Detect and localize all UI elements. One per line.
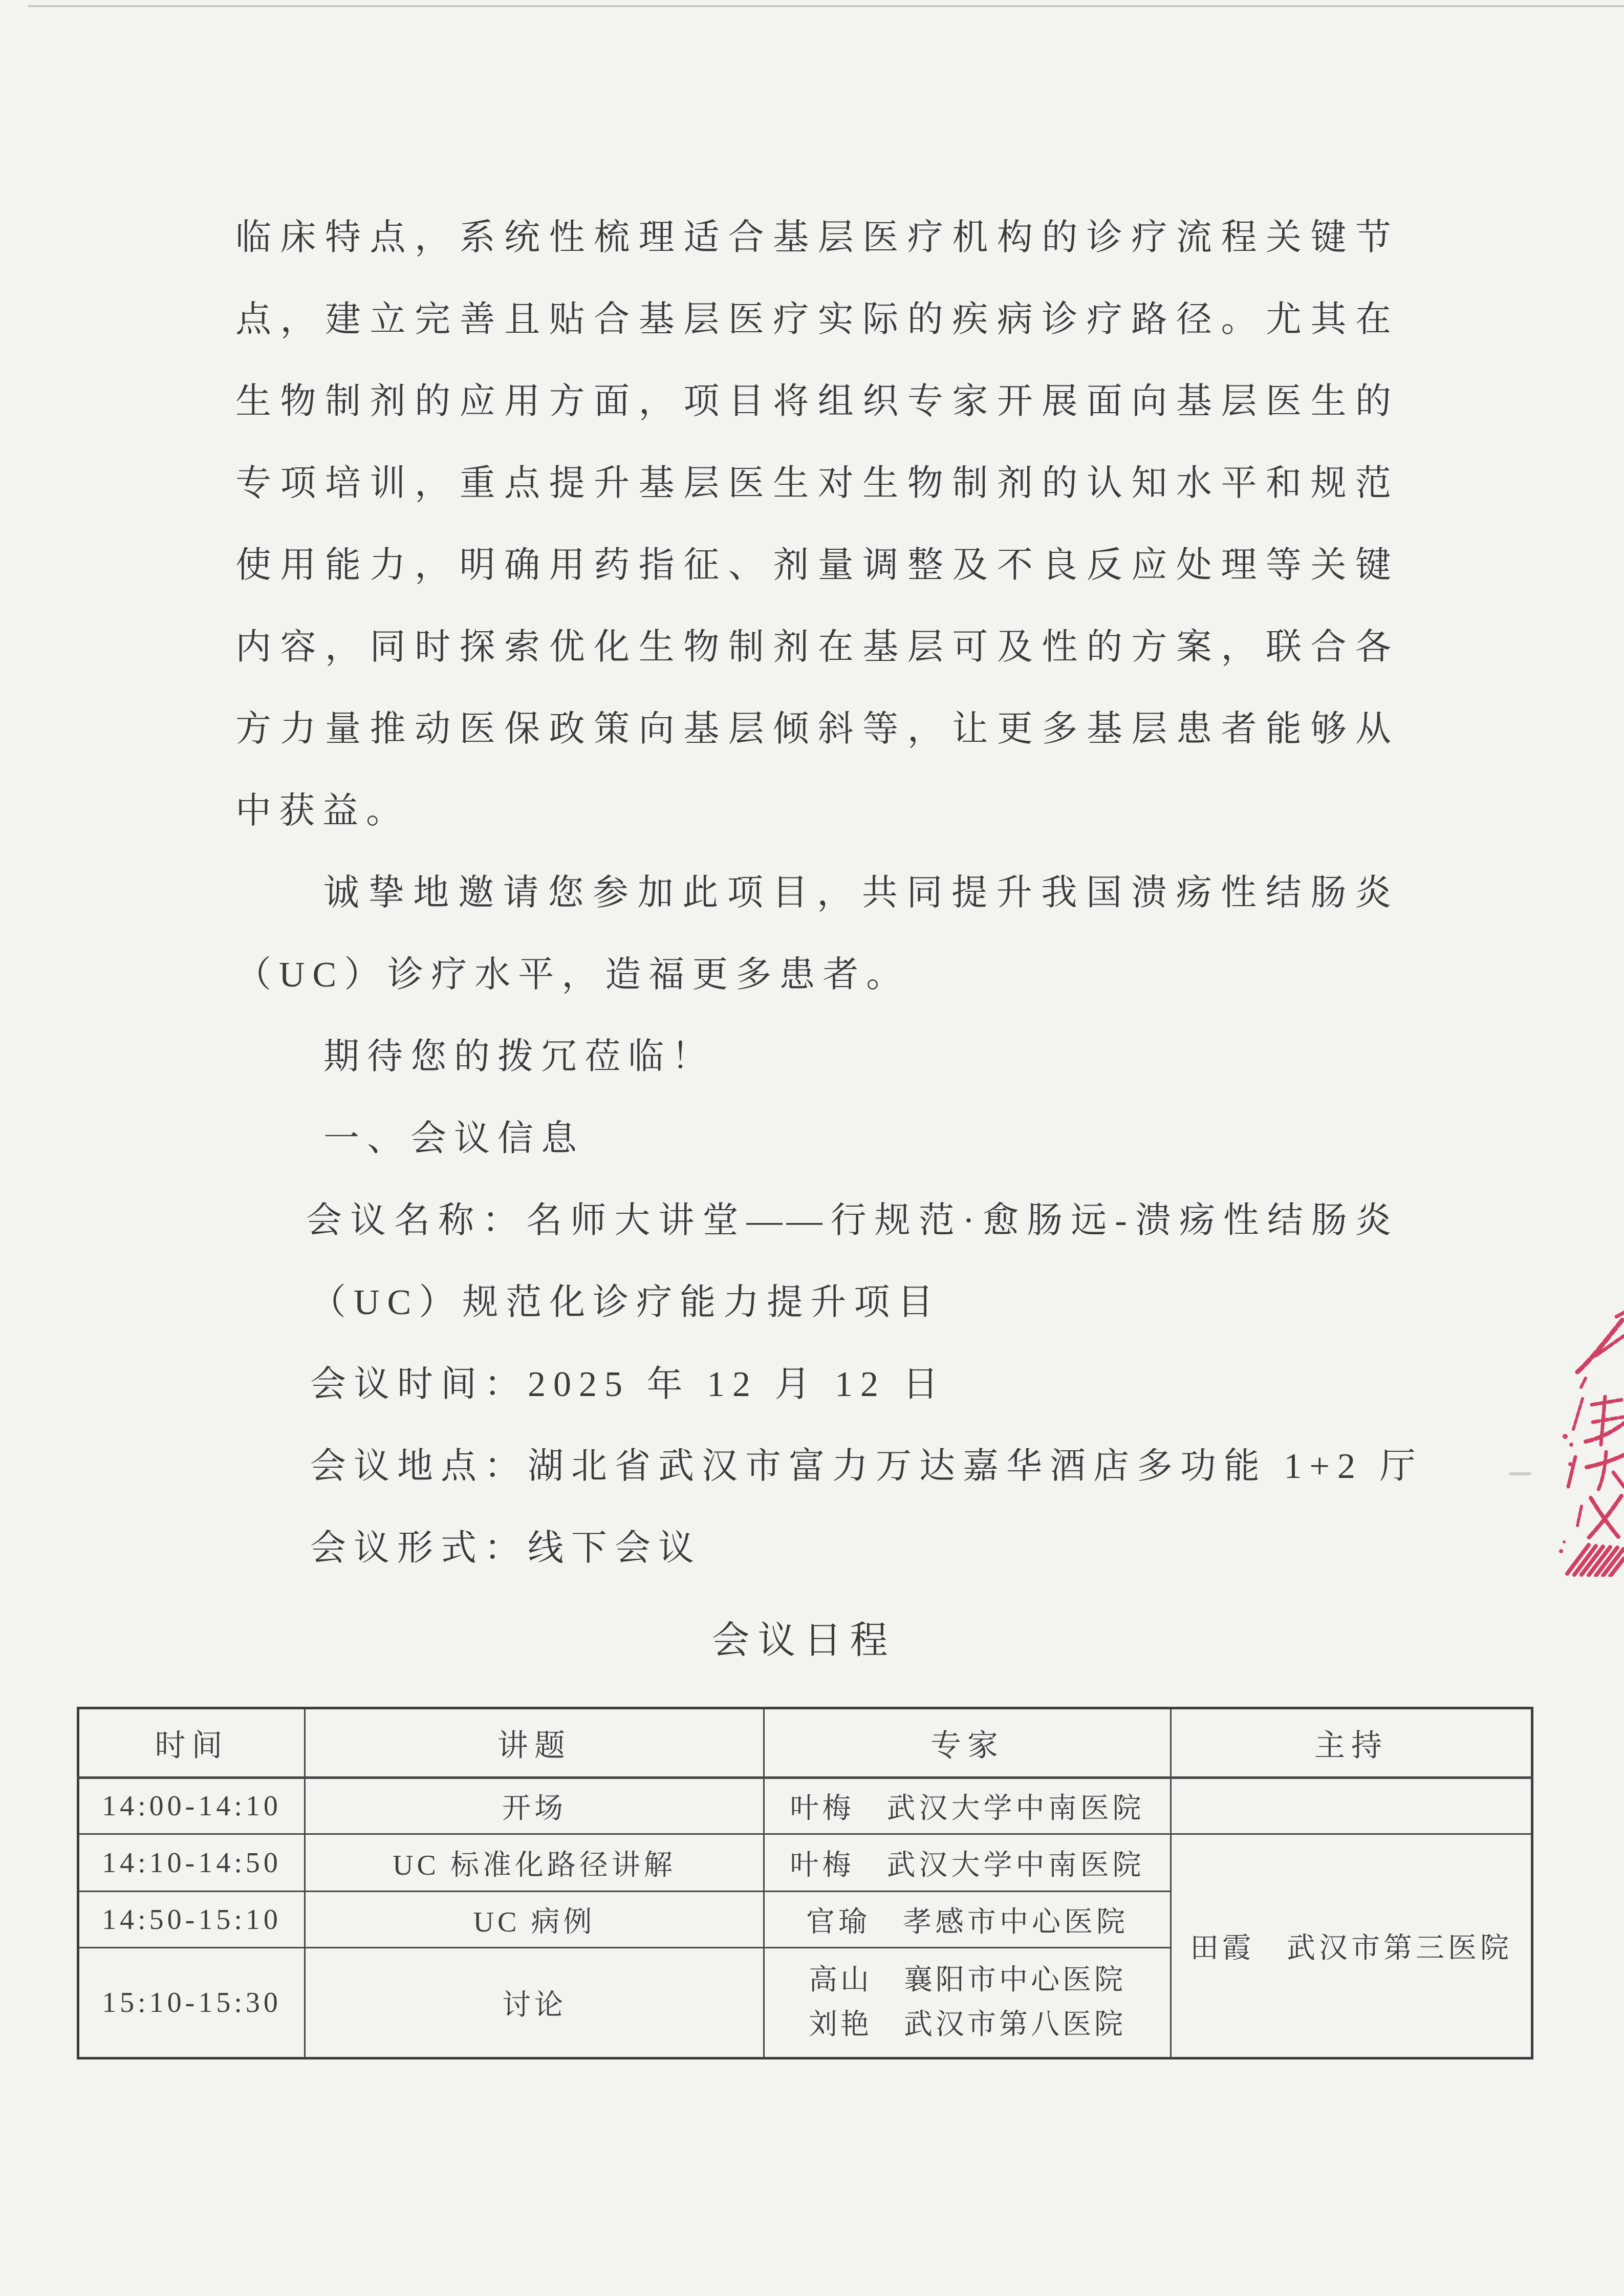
header-cell-host: 主持 (1171, 1708, 1532, 1778)
header-cell-time: 时间 (78, 1708, 305, 1778)
agenda-row-1 (78, 1778, 1532, 1834)
cell-topic-1: 开场 (305, 1778, 764, 1834)
cell-topic-3: UC 病例 (305, 1892, 764, 1948)
agenda-table (77, 1707, 1533, 2059)
meeting-venue-line: 会议地点：湖北省武汉市富力万达嘉华酒店多功能 1+2 厅 (310, 1447, 1423, 1486)
cell-time-3: 14:50-15:10 (78, 1892, 305, 1948)
cell-time-1: 14:00-14:10 (78, 1778, 305, 1834)
para-line-1: 临床特点，系统性梳理适合基层医疗机构的诊疗流程关键节 (235, 218, 1395, 258)
cell-host-empty (1171, 1778, 1532, 1834)
header-cell-topic: 讲题 (305, 1708, 764, 1778)
header-cell-expert: 专家 (764, 1708, 1171, 1778)
cell-time-4: 15:10-15:30 (78, 1948, 305, 2058)
meeting-format-line: 会议形式：线下会议 (310, 1529, 702, 1568)
para-line-2: 点，建立完善且贴合基层医疗实际的疾病诊疗路径。尤其在 (235, 300, 1395, 339)
expert-line-2: 刘艳 武汉市第八医院 (809, 2009, 1126, 2041)
meeting-time-line: 会议时间：2025 年 12 月 12 日 (310, 1365, 946, 1404)
para-line-3: 生物制剂的应用方面，项目将组织专家开展面向基层医生的 (235, 382, 1395, 421)
para-line-4: 专项培训，重点提升基层医生对生物制剂的认知水平和规范 (235, 464, 1395, 503)
para-line-7: 方力量推动医保政策向基层倾斜等，让更多基层患者能够从 (235, 710, 1395, 749)
cell-topic-2: UC 标准化路径讲解 (305, 1834, 764, 1892)
para-line-6: 内容，同时探索优化生物制剂在基层可及性的方案，联合各 (235, 628, 1395, 667)
cell-expert-1: 叶梅 武汉大学中南医院 (764, 1778, 1171, 1834)
agenda-row-2 (78, 1834, 1532, 1892)
invite-line-2: （UC）诊疗水平，造福更多患者。 (235, 955, 910, 995)
agenda-header-row (78, 1708, 1532, 1778)
cell-topic-4: 讨论 (305, 1948, 764, 2058)
cell-expert-2: 叶梅 武汉大学中南医院 (764, 1834, 1171, 1892)
agenda-title: 会议日程 (711, 1620, 896, 1662)
red-stamp (1556, 1311, 1624, 1577)
letter-body (235, 197, 1423, 1590)
para-line-5: 使用能力，明确用药指征、剂量调整及不良反应处理等关键 (235, 546, 1395, 585)
expert-line-1: 高山 襄阳市中心医院 (809, 1964, 1126, 1997)
cell-expert-3: 官瑜 孝感市中心医院 (764, 1892, 1171, 1948)
closing-line: 期待您的拨冗莅临！ (323, 1037, 715, 1077)
scan-top-edge-line (28, 5, 1624, 7)
cell-host-merged: 田霞 武汉市第三医院 (1171, 1834, 1532, 2058)
invite-line-1: 诚挚地邀请您参加此项目，共同提升我国溃疡性结肠炎 (323, 873, 1395, 913)
section-heading: 一、会议信息 (323, 1119, 584, 1158)
para-line-8: 中获益。 (235, 791, 409, 831)
meeting-name-line-1: 会议名称：名师大讲堂——行规范·愈肠远-溃疡性结肠炎 (306, 1201, 1395, 1240)
scan-smudge (1509, 1472, 1531, 1475)
meeting-name-line-2: （UC）规范化诊疗能力提升项目 (310, 1283, 941, 1322)
cell-time-2: 14:10-14:50 (78, 1834, 305, 1892)
cell-expert-4 (764, 1948, 1171, 2058)
